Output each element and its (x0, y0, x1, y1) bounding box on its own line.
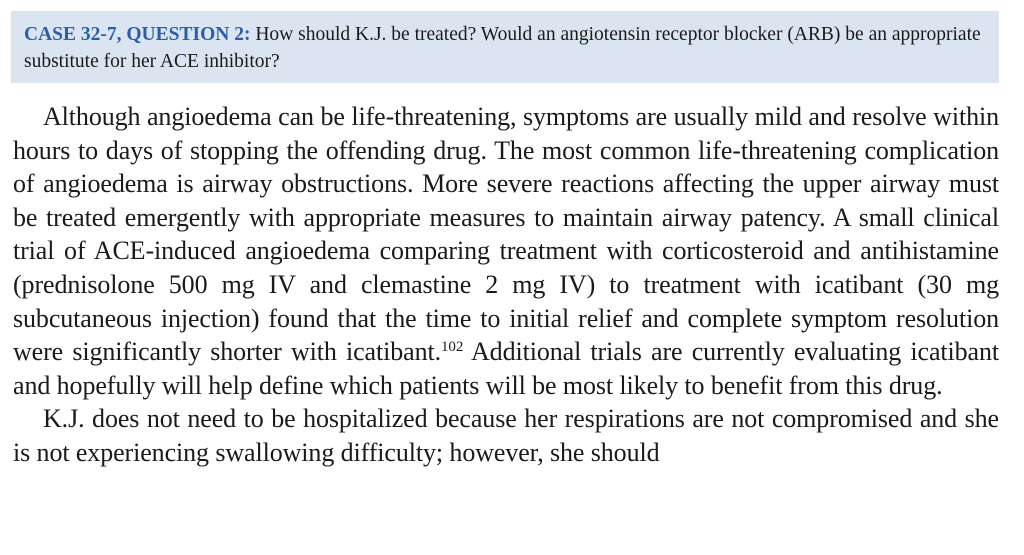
paragraph-1 (13, 100, 999, 402)
paragraph-2: K.J. does not need to be hospitalized because her respirations are not compromised and she is not experiencing swallowing difficulty; however, she should (13, 404, 999, 467)
question-label: CASE 32-7, QUESTION 2: (24, 24, 251, 45)
case-question-box (11, 11, 999, 83)
body-text (13, 100, 999, 470)
paragraph-1-continuation: Additional trials are currently evaluating icatibant and hopefully will help define which patients will be most likely to benefit from this drug. (13, 337, 999, 400)
paragraph-1-text: Although angioedema can be life-threatening, symptoms are usually mild and resolve within hours to days of stopping the offending drug. The most common life-threatening complication of angioedema is airway obstructions. More severe reactions affecting the upper airway must be treated emergently with appropriate measures to maintain airway patency. A small clinical trial of ACE-induced angioedema comparing treatment with corticosteroid and antihistamine (prednisolone 500 mg IV and clemastine 2 mg IV) to treatment with icatibant (30 mg subcutaneous injection) found that the time to initial relief and complete symptom resolution were significantly shorter with icatibant. (13, 102, 999, 367)
question-text: How should K.J. be treated? Would an angiotensin receptor blocker (ARB) be an appropriate substitute for her ACE inhibitor? (24, 24, 981, 72)
citation-superscript: 102 (441, 339, 464, 356)
